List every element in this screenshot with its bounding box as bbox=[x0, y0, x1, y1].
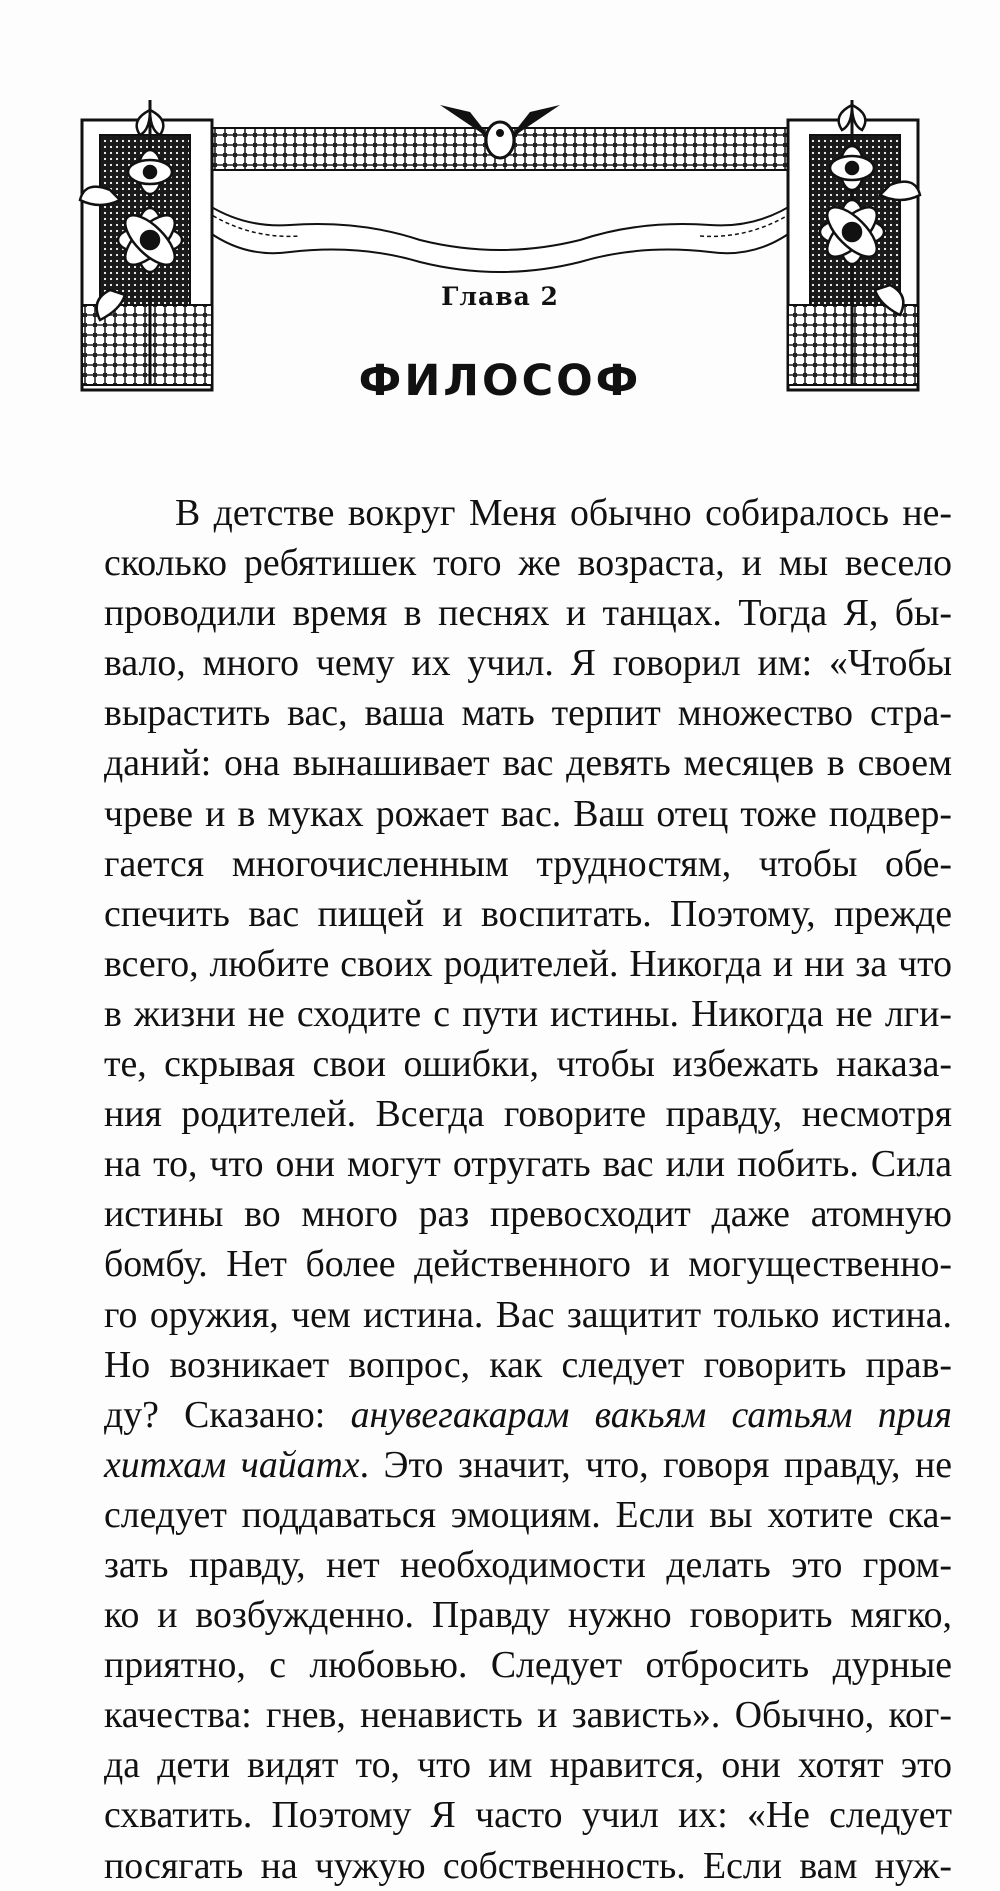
line-text: на то, что они могут отругать вас или побить. Сила bbox=[104, 1143, 952, 1186]
text-line bbox=[104, 588, 952, 638]
line-text: качества: гнев, ненависть и зависть». Обычно, ког- bbox=[104, 1694, 952, 1737]
line-text: истины во много раз превосходит даже атомную bbox=[104, 1193, 952, 1236]
line-text: всего, любите своих родителей. Никогда и ни за что bbox=[104, 942, 952, 985]
right-floral-pillar-icon bbox=[788, 100, 920, 390]
text-line bbox=[104, 1740, 952, 1790]
text-line bbox=[104, 1390, 952, 1440]
chapter-header-ornament bbox=[0, 0, 1000, 400]
body-text bbox=[104, 488, 952, 1891]
line-text: . Это значит, что, говоря правду, не bbox=[359, 1443, 953, 1486]
line-text: приятно, с любовью. Следует отбросить дурные bbox=[104, 1644, 952, 1687]
line-text: Но возникает вопрос, как следует говорить прав- bbox=[104, 1343, 952, 1386]
text-line bbox=[104, 1189, 952, 1239]
text-line bbox=[104, 1290, 952, 1340]
chapter-number: Глава 2 bbox=[441, 282, 559, 311]
text-line bbox=[104, 1640, 952, 1690]
line-text: го оружия, чем истина. Вас защитит только истина. bbox=[104, 1293, 952, 1336]
line-text: вало, много чему их учил. Я говорил им: «Чтобы bbox=[104, 642, 952, 685]
text-line bbox=[104, 789, 952, 839]
text-line bbox=[104, 1089, 952, 1139]
left-floral-pillar-icon bbox=[80, 100, 212, 390]
line-text: спечить вас пищей и воспитать. Поэтому, прежде bbox=[104, 892, 952, 935]
line-text: да дети видят то, что им нравится, они хотят это bbox=[104, 1744, 952, 1787]
chapter-title: ФИЛОСОФ bbox=[358, 356, 642, 406]
text-line bbox=[104, 688, 952, 738]
text-line bbox=[104, 1139, 952, 1189]
text-line bbox=[104, 839, 952, 889]
text-line bbox=[104, 889, 952, 939]
text-line bbox=[104, 1440, 952, 1490]
text-line bbox=[104, 538, 952, 588]
line-text: ду? Сказано: bbox=[104, 1393, 351, 1436]
line-text: В детстве вокруг Меня обычно собиралось не- bbox=[175, 492, 952, 534]
line-text: бомбу. Нет более действенного и могущественно- bbox=[104, 1243, 952, 1286]
line-text: зать правду, нет необходимости делать это гром- bbox=[104, 1543, 952, 1586]
text-line bbox=[104, 638, 952, 688]
line-text: гается многочисленным трудностям, чтобы обе- bbox=[104, 842, 952, 885]
line-text: даний: она вынашивает вас девять месяцев в своем bbox=[104, 742, 952, 785]
line-text: чреве и в муках рожает вас. Ваш отец тоже подвер- bbox=[104, 792, 952, 835]
line-text: проводили время в песнях и танцах. Тогда Я, бы- bbox=[104, 592, 952, 635]
line-text: сколько ребятишек того же возраста, и мы весело bbox=[104, 542, 952, 585]
text-line bbox=[104, 1239, 952, 1289]
text-line bbox=[104, 989, 952, 1039]
text-line bbox=[104, 1841, 952, 1891]
text-line bbox=[104, 1540, 952, 1590]
italic-phrase: анувегакарам вакьям сатьям прия bbox=[350, 1393, 952, 1436]
line-text: схватить. Поэтому Я часто учил их: «Не следует bbox=[104, 1794, 952, 1837]
line-text: ко и возбужденно. Правду нужно говорить мягко, bbox=[104, 1594, 952, 1637]
text-line bbox=[104, 1690, 952, 1740]
text-line bbox=[104, 488, 952, 538]
text-line bbox=[104, 1039, 952, 1089]
line-text: вырастить вас, ваша мать терпит множество стра- bbox=[104, 692, 952, 735]
text-line bbox=[104, 738, 952, 788]
line-text: те, скрывая свои ошибки, чтобы избежать наказа- bbox=[104, 1043, 952, 1086]
text-line bbox=[104, 1790, 952, 1840]
line-text: ния родителей. Всегда говорите правду, несмотря bbox=[104, 1093, 952, 1136]
text-line bbox=[104, 1490, 952, 1540]
text-line bbox=[104, 1590, 952, 1640]
text-line bbox=[104, 1340, 952, 1390]
line-text: в жизни не сходите с пути истины. Никогда не лги- bbox=[104, 992, 952, 1035]
line-text: посягать на чужую собственность. Если вам нуж- bbox=[104, 1844, 952, 1887]
line-text: следует поддаваться эмоциям. Если вы хотите ска- bbox=[104, 1493, 952, 1536]
italic-phrase: хитхам чайатх bbox=[104, 1443, 360, 1486]
text-line bbox=[104, 939, 952, 989]
